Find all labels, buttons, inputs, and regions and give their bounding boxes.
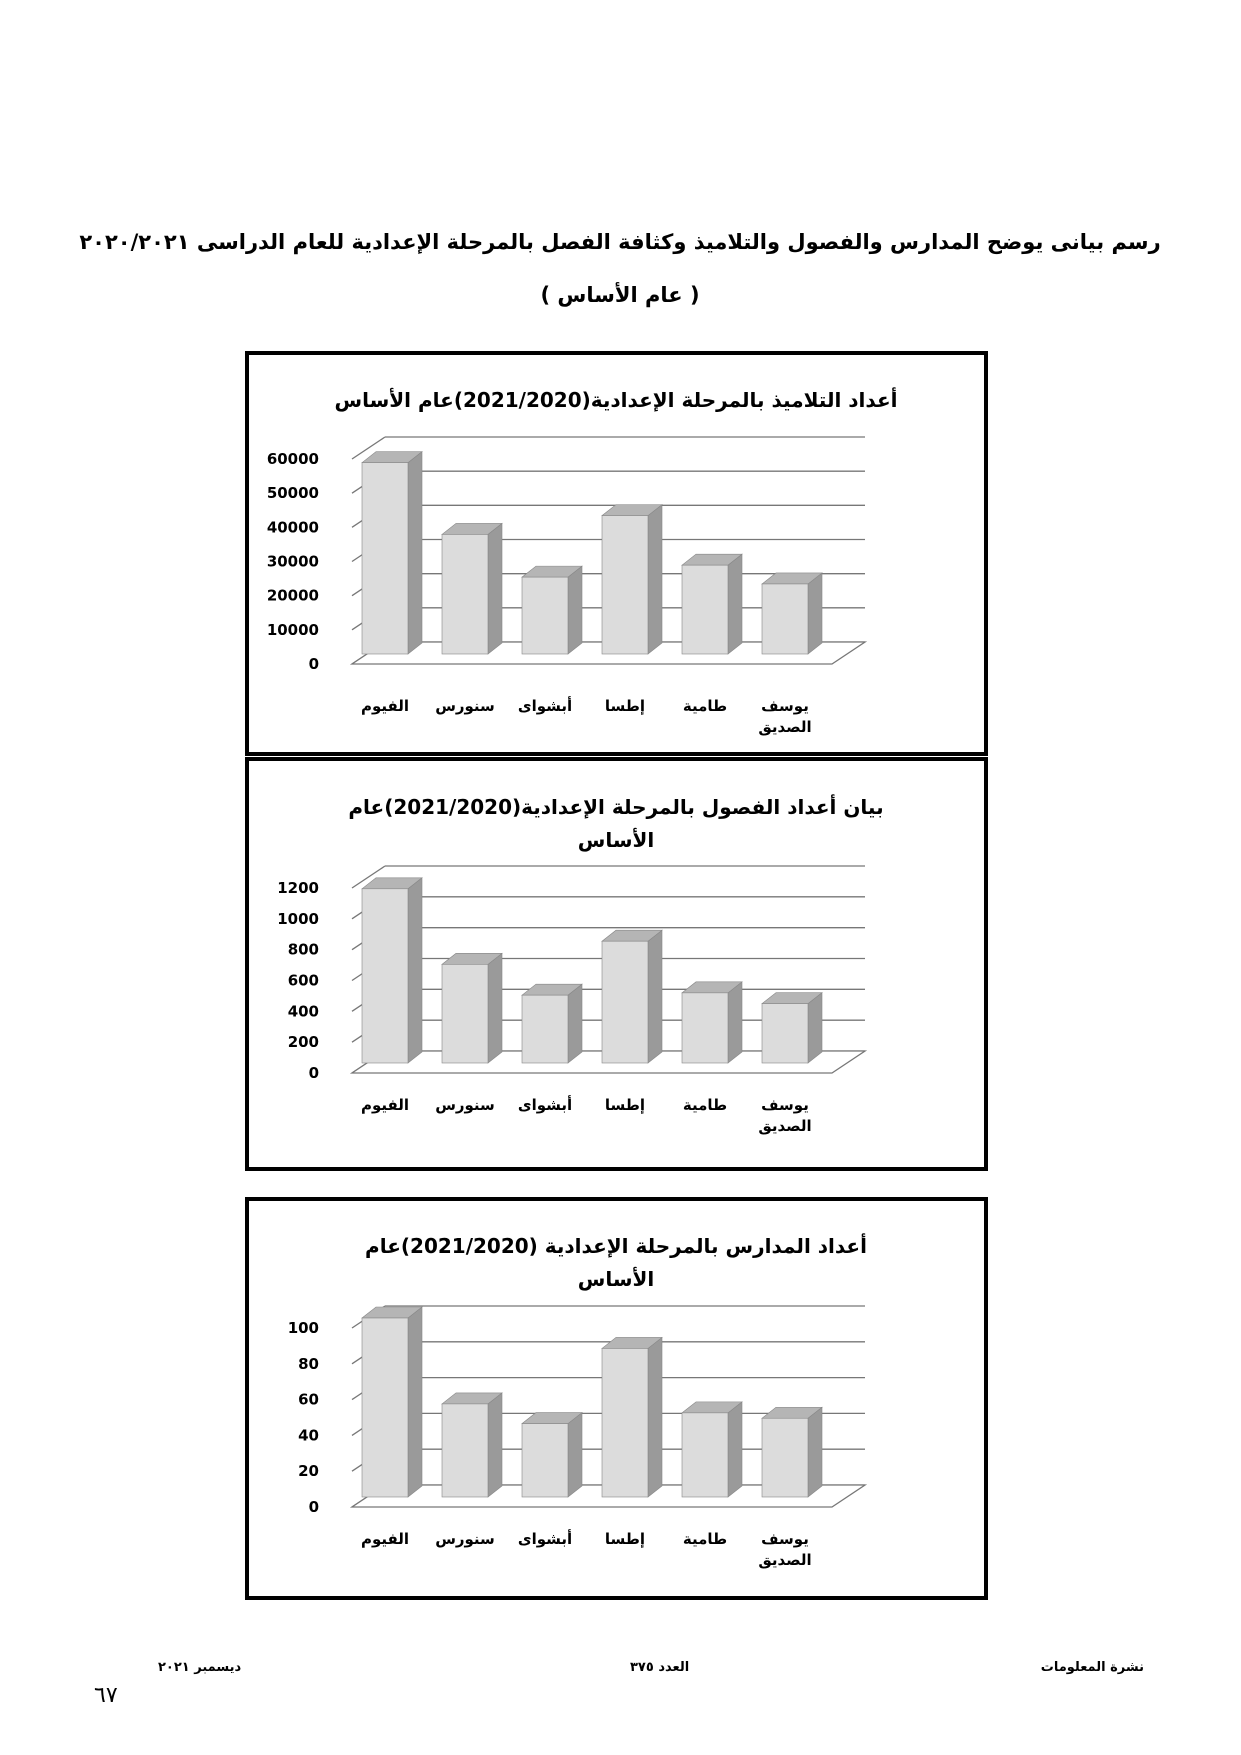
footer-publication: نشرة المعلومات — [1040, 1660, 1144, 1675]
bar-side — [408, 1307, 422, 1497]
bar — [682, 993, 728, 1063]
category-label: سنورس — [435, 1530, 495, 1548]
y-tick-label: 20000 — [266, 586, 319, 605]
y-tick-label: 0 — [308, 1064, 319, 1082]
bar — [522, 995, 568, 1063]
bar-side — [568, 566, 582, 654]
category-label: إطسا — [604, 697, 646, 715]
page-subtitle: ( عام الأساس ) — [540, 283, 700, 307]
bar-side — [808, 573, 822, 654]
y-tick-label: 1200 — [277, 879, 319, 897]
category-label: سنورس — [435, 1096, 495, 1114]
category-label: الصديق — [758, 718, 812, 736]
y-tick-label: 0 — [308, 1498, 319, 1516]
y-tick-label: 40 — [298, 1426, 319, 1445]
students-chart — [245, 351, 988, 756]
bar-side — [808, 993, 822, 1063]
bar-side — [408, 452, 422, 654]
bar — [362, 1318, 408, 1497]
y-tick-label: 400 — [287, 1002, 319, 1021]
category-label: الفيوم — [360, 697, 410, 715]
bar-side — [488, 523, 502, 654]
category-label: أبشواى — [517, 697, 573, 715]
bar — [762, 1004, 808, 1063]
bar — [522, 1424, 568, 1497]
category-label: طامية — [682, 697, 728, 715]
category-label: الصديق — [758, 1551, 812, 1569]
y-tick-label: 0 — [308, 655, 319, 673]
bar-side — [488, 1393, 502, 1497]
chart-title: الأساس — [577, 828, 655, 852]
footer-issue: العدد ٣٧٥ — [630, 1660, 690, 1675]
bar — [362, 889, 408, 1063]
chart-title: أعداد المدارس بالمرحلة الإعدادية (2021/2020)عام — [365, 1234, 867, 1258]
bar-side — [728, 554, 742, 654]
bar — [442, 1404, 488, 1497]
category-label: سنورس — [435, 697, 495, 715]
bar-side — [568, 1413, 582, 1497]
category-label: أبشواى — [517, 1530, 573, 1548]
category-label: أبشواى — [517, 1096, 573, 1114]
page-number: ٦٧ — [94, 1683, 118, 1708]
bar — [362, 463, 408, 654]
y-tick-label: 800 — [287, 940, 319, 959]
bar-side — [648, 505, 662, 654]
category-label: يوسف — [761, 1096, 809, 1114]
bar-side — [728, 982, 742, 1063]
classes-chart — [245, 757, 988, 1171]
category-label: إطسا — [604, 1096, 646, 1114]
chart-title: الأساس — [577, 1267, 655, 1291]
schools-chart — [245, 1197, 988, 1600]
bar — [522, 577, 568, 654]
category-label: الفيوم — [360, 1096, 410, 1114]
students-chart-svg — [249, 355, 984, 752]
category-label: يوسف — [761, 1530, 809, 1548]
category-label: إطسا — [604, 1530, 646, 1548]
category-label: طامية — [682, 1530, 728, 1548]
y-tick-label: 1000 — [277, 909, 319, 928]
bar-side — [648, 1337, 662, 1497]
bar-side — [488, 953, 502, 1063]
bar — [682, 565, 728, 654]
chart-title: بيان أعداد الفصول بالمرحلة الإعدادية(2021/2020)عام — [348, 795, 884, 819]
bar — [762, 584, 808, 654]
y-tick-label: 60000 — [266, 450, 319, 468]
bar — [682, 1413, 728, 1497]
y-tick-label: 200 — [287, 1033, 319, 1052]
bar — [442, 534, 488, 654]
bar — [602, 941, 648, 1063]
chart-title: أعداد التلاميذ بالمرحلة الإعدادية(2021/2020)عام الأساس — [334, 388, 898, 412]
bar — [602, 1348, 648, 1497]
y-tick-label: 30000 — [266, 552, 319, 571]
bar — [762, 1418, 808, 1497]
y-tick-label: 50000 — [266, 484, 319, 503]
y-tick-label: 100 — [287, 1319, 319, 1337]
bar-side — [808, 1407, 822, 1497]
y-tick-label: 10000 — [266, 620, 319, 639]
bar-side — [568, 984, 582, 1063]
y-tick-label: 20 — [298, 1462, 319, 1481]
bar — [602, 516, 648, 654]
schools-chart-svg — [249, 1201, 984, 1596]
bar-side — [728, 1402, 742, 1497]
page-title: رسم بيانى يوضح المدارس والفصول والتلاميذ وكثافة الفصل بالمرحلة الإعدادية للعام الدراسى ٢٠٢٠/٢٠٢١ — [79, 230, 1161, 254]
y-tick-label: 40000 — [266, 518, 319, 537]
classes-chart-svg — [249, 761, 984, 1167]
y-tick-label: 80 — [298, 1354, 319, 1373]
y-tick-label: 60 — [298, 1390, 319, 1409]
category-label: طامية — [682, 1096, 728, 1114]
y-tick-label: 600 — [287, 971, 319, 990]
category-label: الفيوم — [360, 1530, 410, 1548]
category-label: الصديق — [758, 1117, 812, 1135]
bar-side — [408, 878, 422, 1063]
footer-date: ديسمبر ٢٠٢١ — [158, 1660, 242, 1675]
category-label: يوسف — [761, 697, 809, 715]
bar-side — [648, 930, 662, 1063]
bar — [442, 964, 488, 1063]
